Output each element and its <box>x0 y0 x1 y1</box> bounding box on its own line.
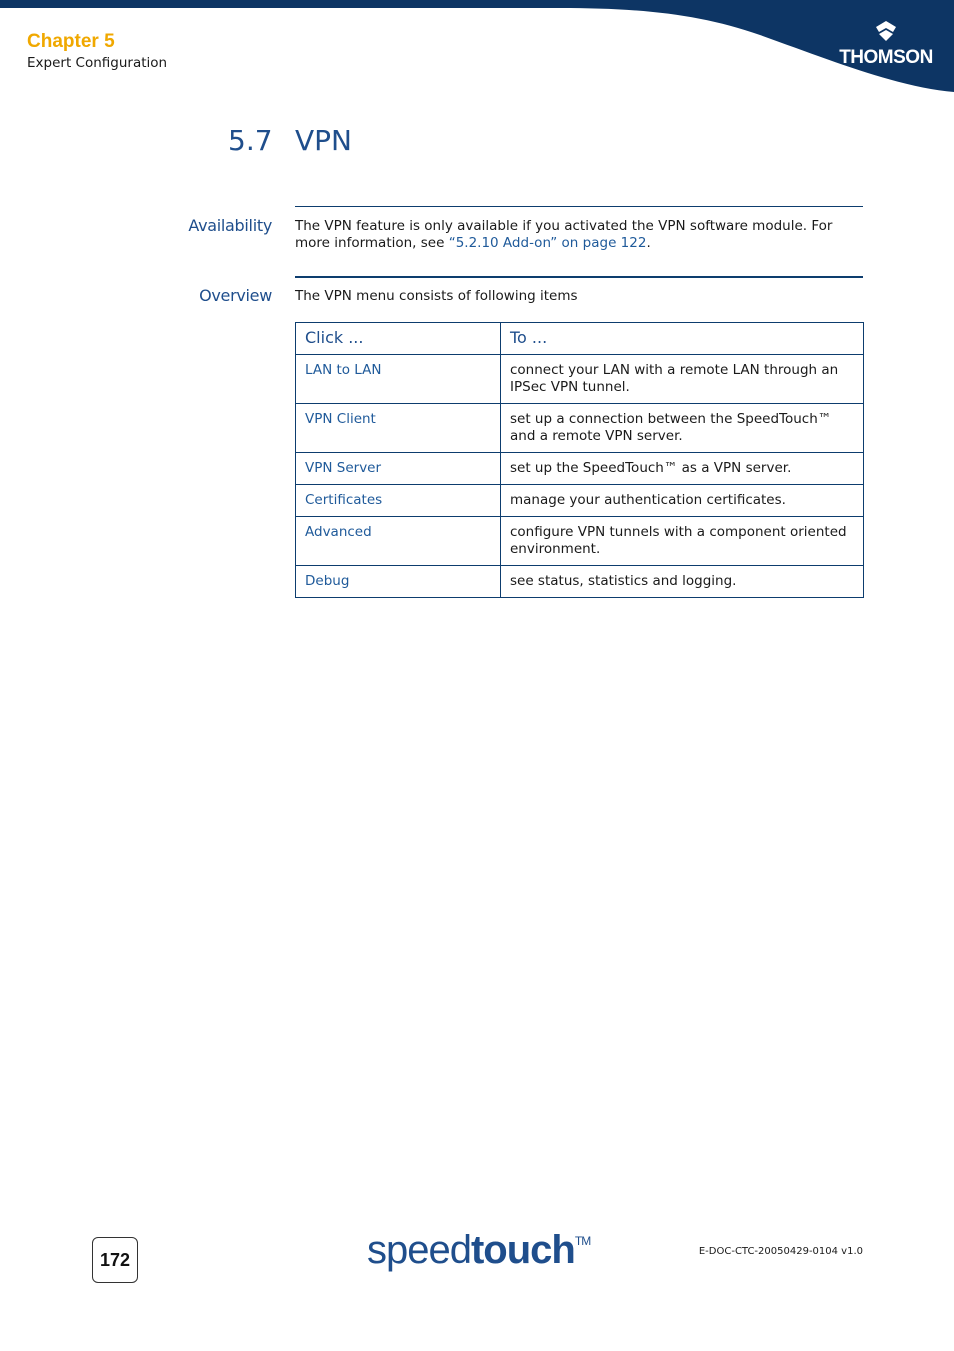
row-description: set up a connection between the SpeedTouch™ and a remote VPN server. <box>501 404 864 453</box>
table-row <box>296 404 864 453</box>
overview-rule <box>295 276 863 278</box>
section-heading: VPN <box>295 124 352 157</box>
chapter-label: Chapter 5 <box>27 31 115 52</box>
row-description: connect your LAN with a remote LAN through an IPSec VPN tunnel. <box>501 355 864 404</box>
row-description: configure VPN tunnels with a component oriented environment. <box>501 517 864 566</box>
availability-rule <box>295 206 863 207</box>
chapter-subtitle: Expert Configuration <box>27 55 168 71</box>
logo-bold: touch <box>470 1228 575 1272</box>
logo-light: speed <box>367 1228 471 1272</box>
column-header-to: To ... <box>501 323 864 355</box>
section-number: 5.7 <box>228 124 273 157</box>
table-row <box>296 453 864 485</box>
table-row <box>296 485 864 517</box>
addon-link[interactable]: “5.2.10 Add-on” on page 122 <box>448 235 647 251</box>
availability-text <box>295 218 855 252</box>
table-row <box>296 566 864 598</box>
table-row <box>296 355 864 404</box>
section-title <box>228 124 352 157</box>
vpn-client-link[interactable]: VPN Client <box>296 404 501 453</box>
advanced-link[interactable]: Advanced <box>296 517 501 566</box>
availability-text-after: . <box>646 235 651 251</box>
table-row <box>296 517 864 566</box>
thomson-logo <box>828 20 944 72</box>
overview-label: Overview <box>199 286 272 305</box>
certificates-link[interactable]: Certificates <box>296 485 501 517</box>
vpn-server-link[interactable]: VPN Server <box>296 453 501 485</box>
lan-to-lan-link[interactable]: LAN to LAN <box>296 355 501 404</box>
row-description: see status, statistics and logging. <box>501 566 864 598</box>
table-header-row <box>296 323 864 355</box>
document-reference: E-DOC-CTC-20050429-0104 v1.0 <box>698 1246 863 1257</box>
logo-tm: TM <box>574 1234 591 1248</box>
row-description: manage your authentication certificates. <box>501 485 864 517</box>
column-header-click: Click ... <box>296 323 501 355</box>
debug-link[interactable]: Debug <box>296 566 501 598</box>
vpn-menu-table <box>295 322 864 598</box>
brand-name: THOMSON <box>839 47 933 68</box>
availability-text-before: The VPN feature is only available if you activated the VPN software module. For more information, see <box>295 218 833 251</box>
availability-label: Availability <box>188 216 272 235</box>
row-description: set up the SpeedTouch™ as a VPN server. <box>501 453 864 485</box>
thomson-emblem-icon <box>874 20 898 42</box>
header-band <box>0 0 954 92</box>
speedtouch-logo <box>367 1228 590 1273</box>
page-number: 172 <box>92 1237 138 1283</box>
overview-intro: The VPN menu consists of following items <box>295 288 578 304</box>
